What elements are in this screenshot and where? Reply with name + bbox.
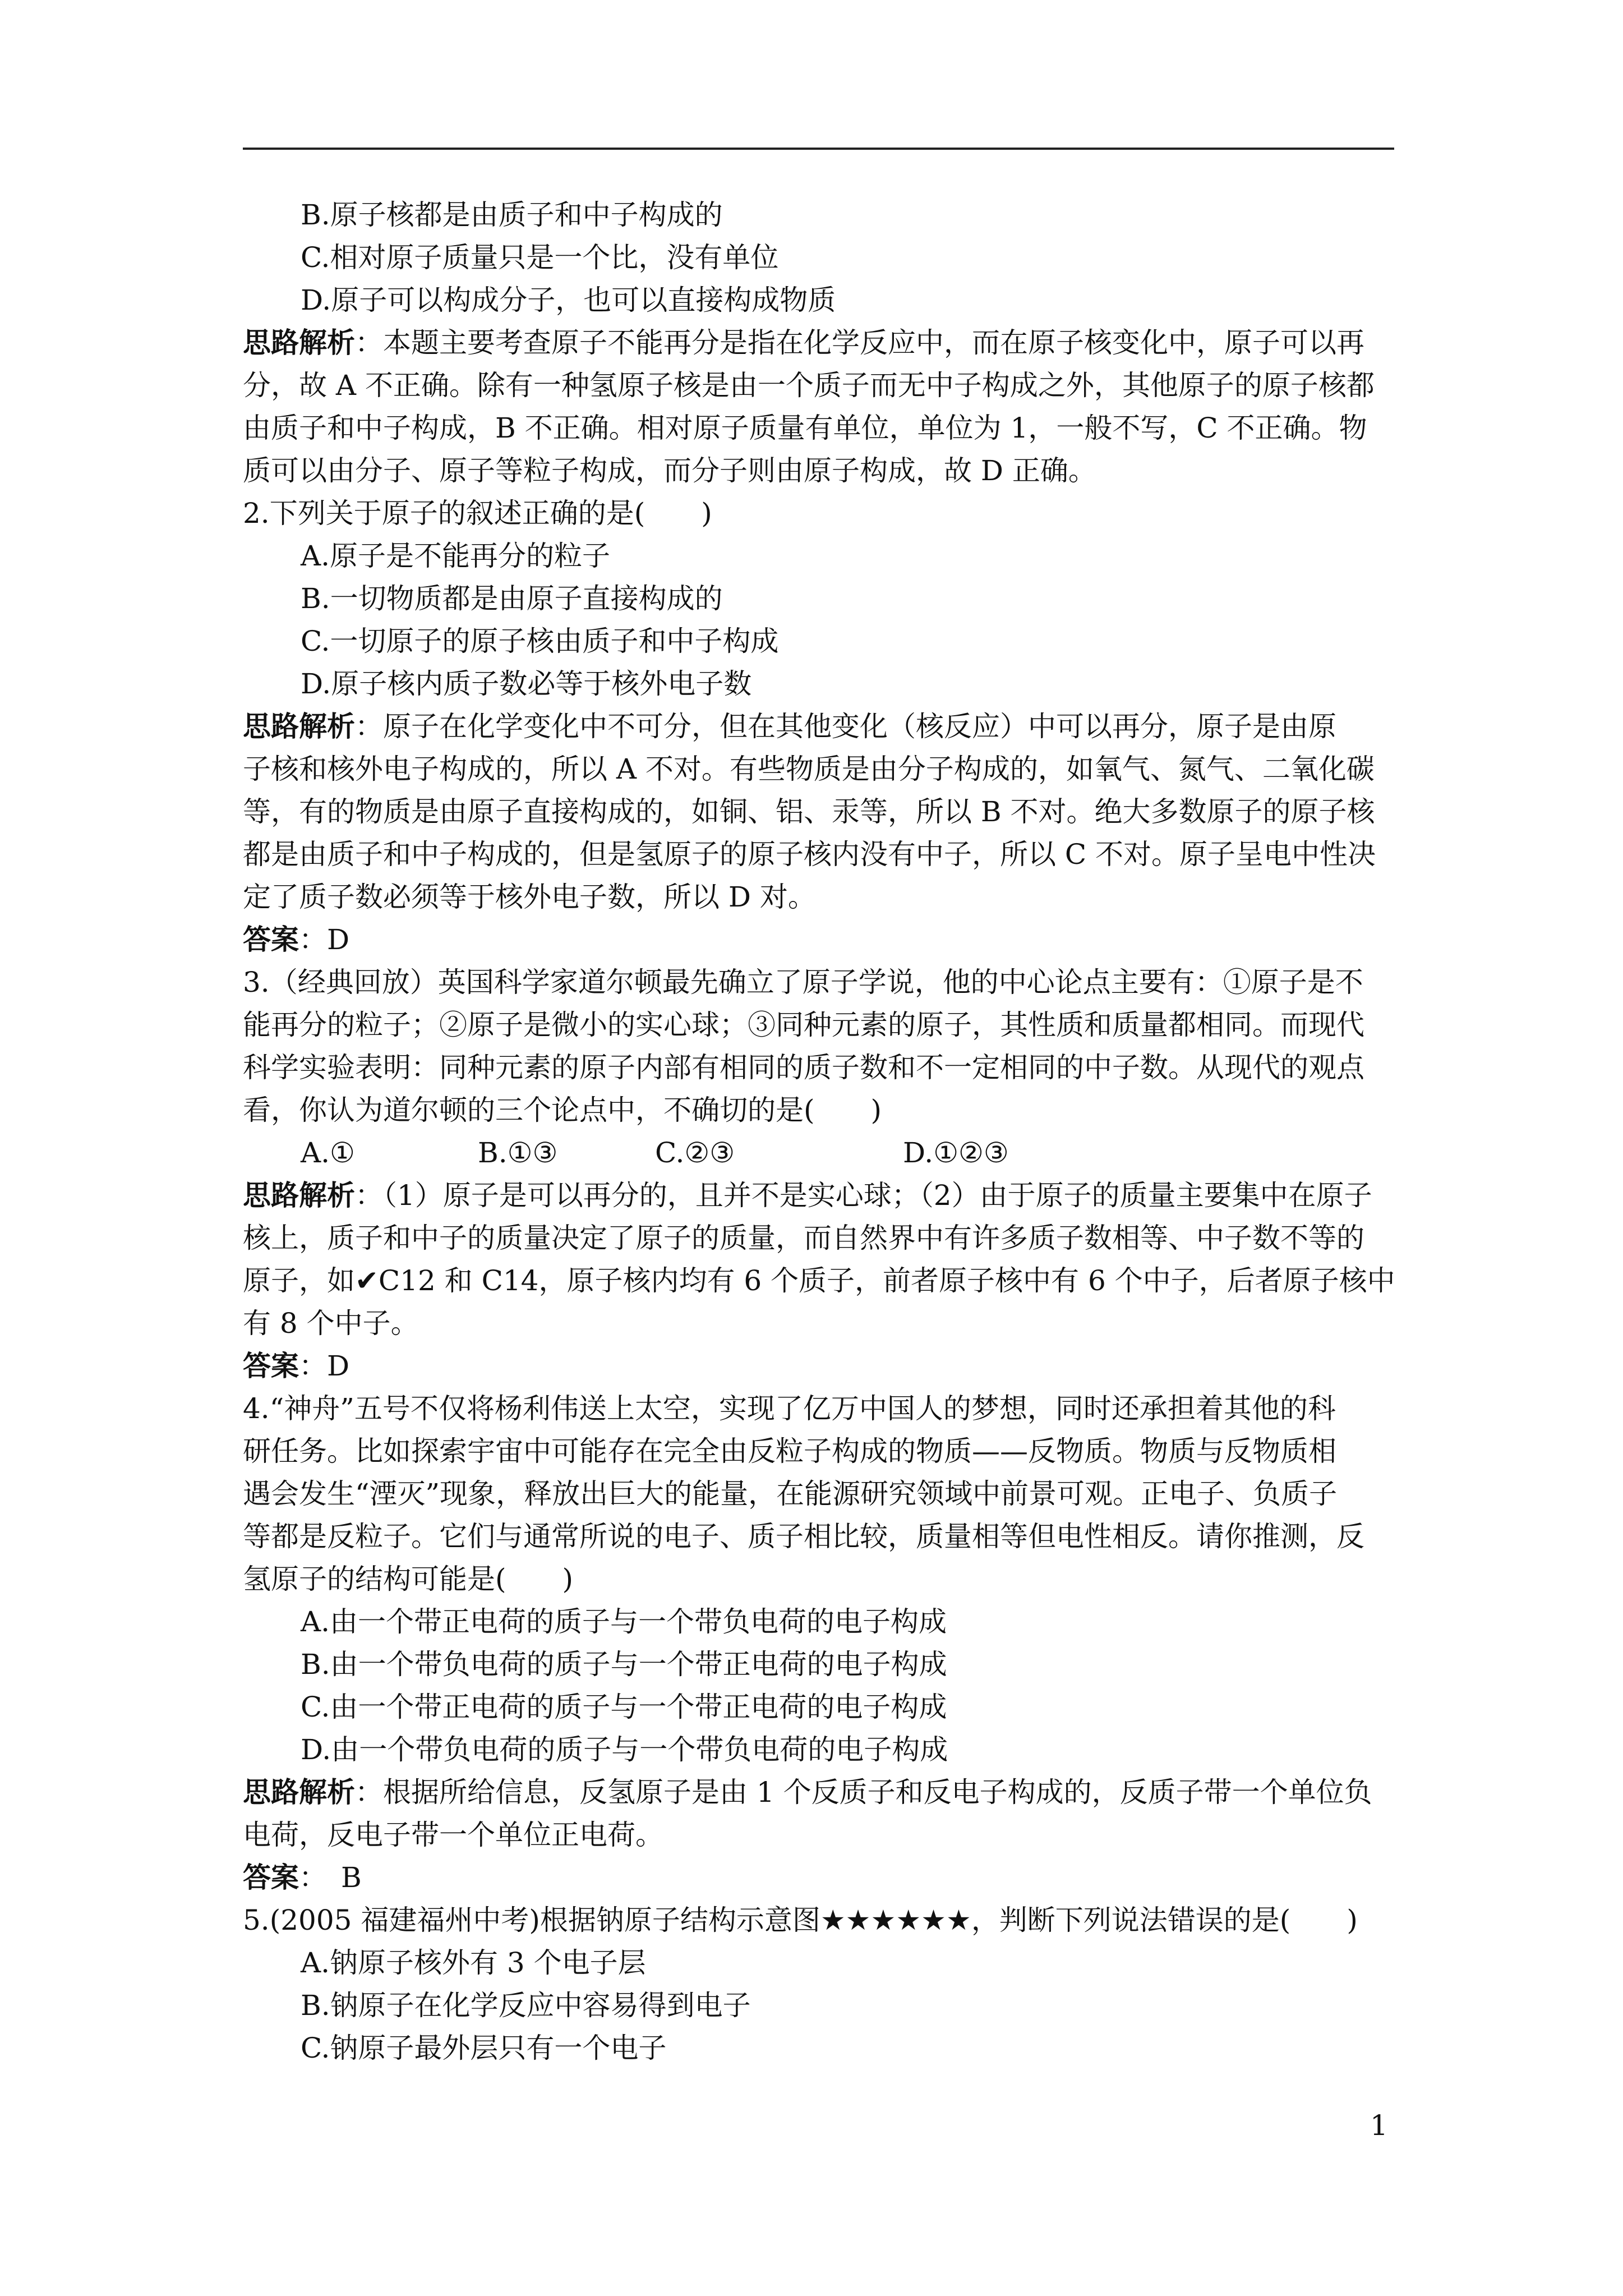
- answer-line: 答案：D: [243, 1350, 350, 1382]
- answer-label: 答案: [243, 1350, 299, 1382]
- text-line: D.原子可以构成分子，也可以直接构成物质: [301, 284, 836, 316]
- text-line: 遇会发生“湮灭”现象，释放出巨大的能量，在能源研究领域中前景可观。正电子、负质子: [243, 1478, 1338, 1510]
- document-body: [243, 194, 1398, 2069]
- option-a: A.①: [301, 1137, 355, 1169]
- option-d: D.由一个带负电荷的质子与一个带负电荷的电子构成: [301, 1733, 948, 1766]
- analysis-line: 思路解析：根据所给信息，反氢原子是由 1 个反质子和反电子构成的，反质子带一个单位负: [243, 1776, 1372, 1809]
- text-line: 能再分的粒子；②原子是微小的实心球；③同种元素的原子，其性质和质量都相同。而现代: [243, 1009, 1364, 1041]
- text-line: 研任务。比如探索宇宙中可能存在完全由反粒子构成的物质——反物质。物质与反物质相: [243, 1435, 1336, 1467]
- text-line: 原子，如✔C12 和 C14，原子核内均有 6 个质子，前者原子核中有 6 个中子，后者原子核中: [243, 1264, 1395, 1297]
- options-row: [243, 1131, 1398, 1174]
- star-icons: ★★★★★★: [820, 1904, 971, 1936]
- text-line: 定了质子数必须等于核外电子数，所以 D 对。: [243, 881, 816, 913]
- option-c: C.由一个带正电荷的质子与一个带正电荷的电子构成: [301, 1691, 947, 1723]
- option-c: C.钠原子最外层只有一个电子: [301, 2032, 667, 2064]
- text-line: B.原子核都是由质子和中子构成的: [301, 199, 723, 231]
- text-line: 核上，质子和中子的质量决定了原子的质量，而自然界中有许多质子数相等、中子数不等的: [243, 1222, 1364, 1254]
- text-line: 电荷，反电子带一个单位正电荷。: [243, 1819, 663, 1851]
- option-c: C.②③: [655, 1137, 735, 1169]
- answer-line: 答案：D: [243, 923, 350, 956]
- analysis-line: 思路解析：本题主要考查原子不能再分是指在化学反应中，而在原子核变化中，原子可以再: [243, 326, 1364, 359]
- text-line: 科学实验表明：同种元素的原子内部有相同的质子数和不一定相同的中子数。从现代的观点: [243, 1051, 1364, 1084]
- question-3: 3.（经典回放）英国科学家道尔顿最先确立了原子学说，他的中心论点主要有：①原子是不: [243, 966, 1363, 999]
- text-line: 等，有的物质是由原子直接构成的，如铜、铝、汞等，所以 B 不对。绝大多数原子的原子核: [243, 795, 1375, 828]
- analysis-label: 思路解析: [243, 1776, 355, 1809]
- text-line: C.相对原子质量只是一个比，没有单位: [301, 241, 779, 274]
- option-b: B.钠原子在化学反应中容易得到电子: [301, 1989, 751, 2022]
- text-line: 分，故 A 不正确。除有一种氢原子核是由一个质子而无中子构成之外，其他原子的原子核都: [243, 369, 1375, 402]
- analysis-line: 思路解析：（1）原子是可以再分的，且并不是实心球；（2）由于原子的质量主要集中在原子: [243, 1179, 1372, 1212]
- text-line: 等都是反粒子。它们与通常所说的电子、质子相比较，质量相等但电性相反。请你推测，反: [243, 1520, 1364, 1553]
- header-rule: [243, 148, 1394, 150]
- page-number: 1: [1370, 2109, 1388, 2142]
- analysis-label: 思路解析: [243, 710, 355, 743]
- option-d: D.原子核内质子数必等于核外电子数: [301, 668, 752, 700]
- question-4: 4.“神舟”五号不仅将杨利伟送上太空，实现了亿万中国人的梦想，同时还承担着其他的科: [243, 1392, 1336, 1425]
- answer-label: 答案: [243, 923, 299, 956]
- text-line: 氢原子的结构可能是( ): [243, 1563, 574, 1595]
- check-icon: ✔: [355, 1264, 379, 1297]
- option-d: D.①②③: [903, 1137, 1009, 1169]
- option-c: C.一切原子的原子核由质子和中子构成: [301, 625, 779, 657]
- option-b: B.由一个带负电荷的质子与一个带正电荷的电子构成: [301, 1648, 947, 1681]
- option-a: A.钠原子核外有 3 个电子层: [301, 1947, 646, 1979]
- option-a: A.由一个带正电荷的质子与一个带负电荷的电子构成: [301, 1605, 947, 1638]
- text-line: 有 8 个中子。: [243, 1307, 419, 1340]
- text-line: 质可以由分子、原子等粒子构成，而分子则由原子构成，故 D 正确。: [243, 454, 1096, 487]
- option-a: A.原子是不能再分的粒子: [301, 540, 611, 572]
- option-b: B.①③: [478, 1137, 558, 1169]
- answer-line: 答案： B: [243, 1861, 362, 1894]
- option-b: B.一切物质都是由原子直接构成的: [301, 582, 723, 615]
- question-2: 2.下列关于原子的叙述正确的是( ): [243, 497, 712, 530]
- text-line: 由质子和中子构成，B 不正确。相对原子质量有单位，单位为 1，一般不写，C 不正确。物: [243, 412, 1367, 444]
- analysis-label: 思路解析: [243, 326, 355, 359]
- text-line: 都是由质子和中子构成的，但是氢原子的原子核内没有中子，所以 C 不对。原子呈电中性决: [243, 838, 1376, 871]
- text-line: 看，你认为道尔顿的三个论点中，不确切的是( ): [243, 1094, 882, 1126]
- text-line: 子核和核外电子构成的，所以 A 不对。有些物质是由分子构成的，如氧气、氮气、二氧化碳: [243, 753, 1375, 785]
- answer-label: 答案: [243, 1861, 299, 1894]
- analysis-line: 思路解析：原子在化学变化中不可分，但在其他变化（核反应）中可以再分，原子是由原: [243, 710, 1336, 743]
- question-5: 5.(2005 福建福州中考)根据钠原子结构示意图★★★★★★，判断下列说法错误的是( ): [243, 1904, 1358, 1936]
- analysis-label: 思路解析: [243, 1179, 355, 1212]
